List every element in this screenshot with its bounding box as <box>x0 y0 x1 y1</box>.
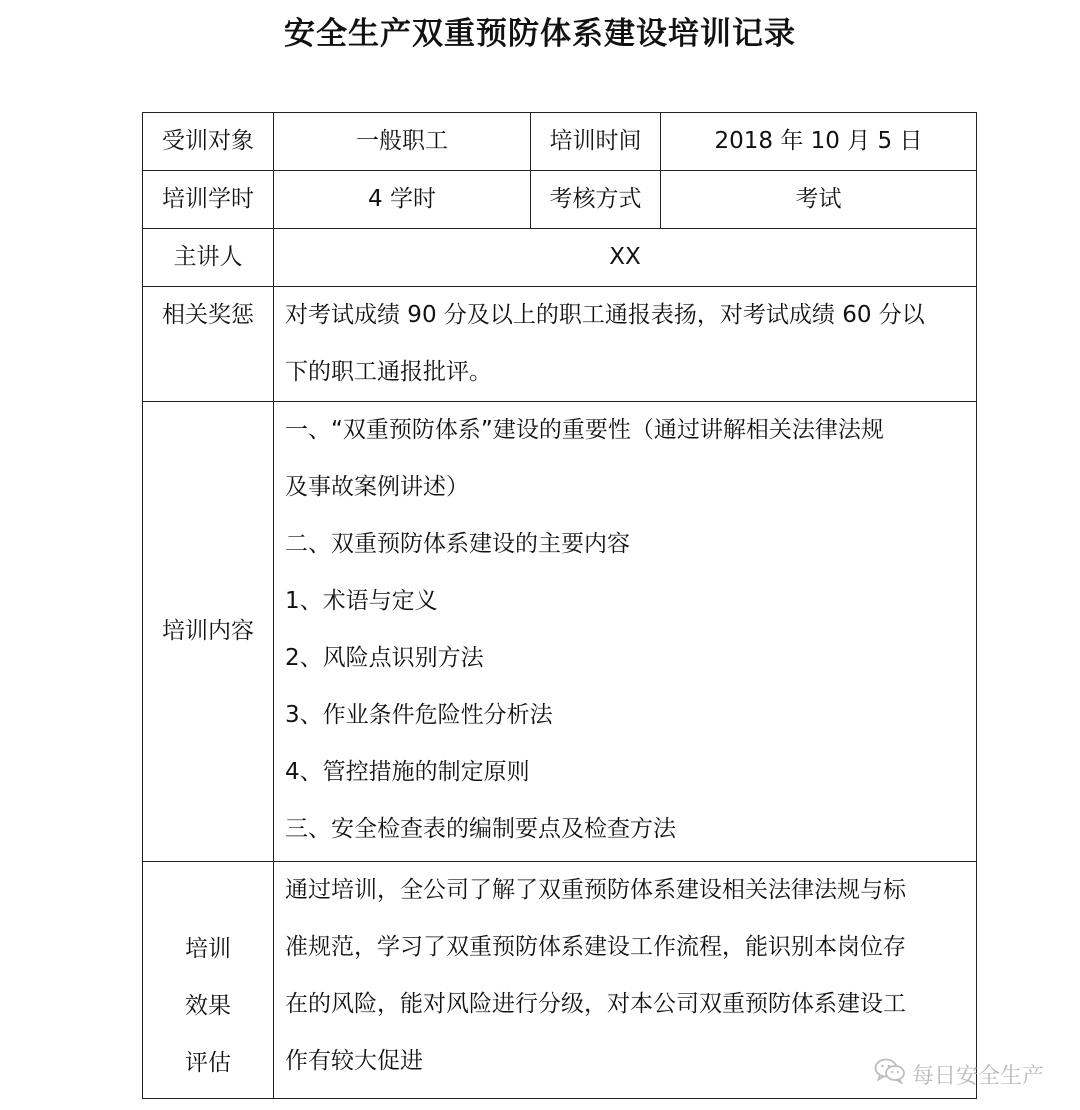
evaluation-line: 通过培训，全公司了解了双重预防体系建设相关法律法规与标 <box>285 877 906 903</box>
lecturer-value: XX <box>274 229 977 287</box>
content-line: 2、风险点识别方法 <box>285 645 484 671</box>
training-record-table <box>142 112 977 1099</box>
evaluation-label <box>143 862 274 1099</box>
evaluation-label-line: 评估 <box>185 1050 231 1076</box>
evaluation-content <box>274 862 977 1099</box>
rewards-label: 相关奖惩 <box>143 287 274 402</box>
evaluation-line: 准规范，学习了双重预防体系建设工作流程，能识别本岗位存 <box>285 934 906 960</box>
trainee-value: 一般职工 <box>274 113 531 171</box>
assessment-method-value: 考试 <box>661 171 977 229</box>
evaluation-label-line: 培训 <box>185 936 231 962</box>
wechat-watermark <box>874 1058 1044 1090</box>
training-time-label: 培训时间 <box>531 113 661 171</box>
table-row <box>143 402 977 862</box>
training-time-value: 2018 年 10 月 5 日 <box>661 113 977 171</box>
content-line: 三、安全检查表的编制要点及检查方法 <box>285 816 676 842</box>
watermark-text: 每日安全生产 <box>911 1063 1044 1089</box>
content-line: 一、“双重预防体系”建设的重要性（通过讲解相关法律法规 <box>285 417 884 443</box>
wechat-icon <box>874 1058 906 1090</box>
content-line: 4、管控措施的制定原则 <box>285 759 530 785</box>
content-line: 及事故案例讲述） <box>285 474 469 500</box>
content-line: 1、术语与定义 <box>285 588 438 614</box>
rewards-line: 对考试成绩 90 分及以上的职工通报表扬，对考试成绩 60 分以 <box>285 302 925 328</box>
document-title: 安全生产双重预防体系建设培训记录 <box>284 16 796 52</box>
evaluation-line: 在的风险，能对风险进行分级，对本公司双重预防体系建设工 <box>285 991 906 1017</box>
training-content <box>274 402 977 862</box>
table-row <box>143 113 977 171</box>
table-row <box>143 229 977 287</box>
rewards-content <box>274 287 977 402</box>
evaluation-label-line: 效果 <box>185 993 231 1019</box>
training-hours-value: 4 学时 <box>274 171 531 229</box>
assessment-method-label: 考核方式 <box>531 171 661 229</box>
lecturer-label: 主讲人 <box>143 229 274 287</box>
content-line: 二、双重预防体系建设的主要内容 <box>285 531 630 557</box>
evaluation-line: 作有较大促进 <box>285 1048 423 1074</box>
table-row <box>143 287 977 402</box>
trainee-label: 受训对象 <box>143 113 274 171</box>
training-hours-label: 培训学时 <box>143 171 274 229</box>
training-content-label: 培训内容 <box>143 402 274 862</box>
table-row <box>143 862 977 1099</box>
content-line: 3、作业条件危险性分析法 <box>285 702 553 728</box>
table-row <box>143 171 977 229</box>
rewards-line: 下的职工通报批评。 <box>285 359 492 385</box>
